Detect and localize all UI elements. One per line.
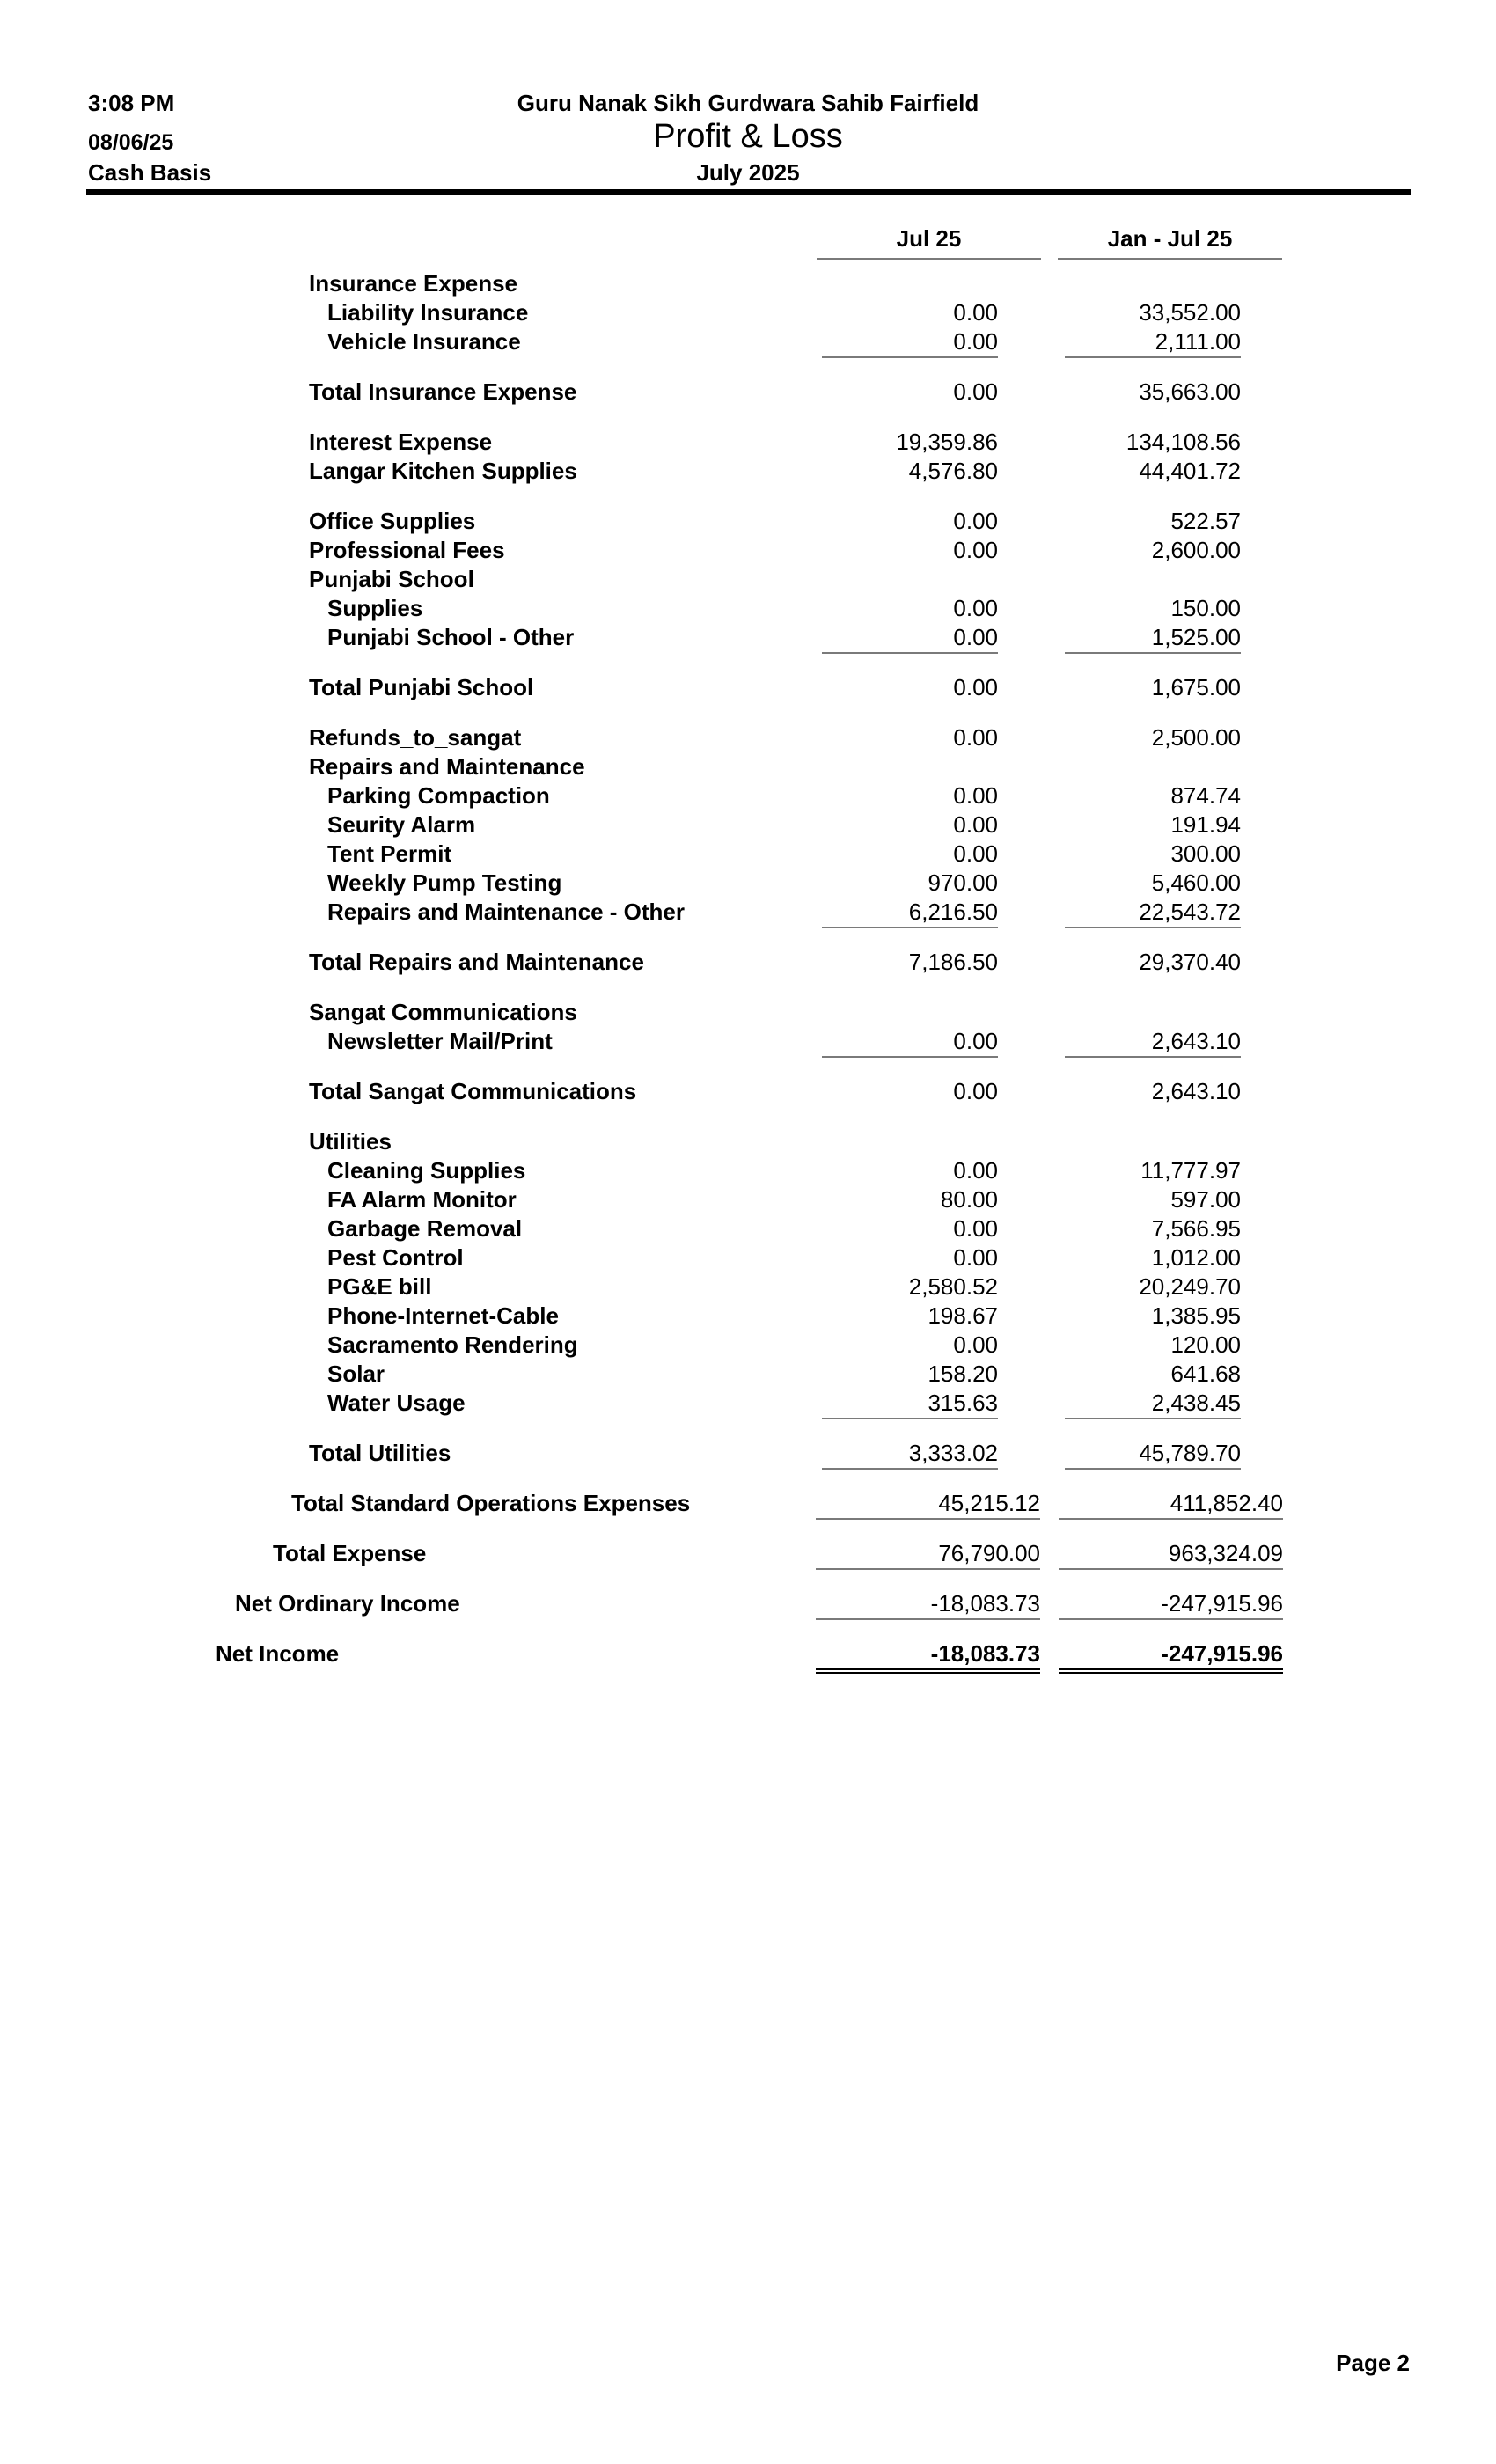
row-label: Sangat Communications xyxy=(309,999,577,1025)
report-period: July 2025 xyxy=(696,159,800,186)
row-label: Solar xyxy=(327,1360,385,1387)
row-label: Total Repairs and Maintenance xyxy=(309,949,644,975)
report-basis: Cash Basis xyxy=(88,159,212,186)
value-ytd: 2,600.00 xyxy=(1151,537,1241,563)
column-header-ytd: Jan - Jul 25 xyxy=(1058,225,1282,260)
row-label: Parking Compaction xyxy=(327,782,550,809)
row-label: Refunds_to_sangat xyxy=(309,724,522,751)
report-row xyxy=(0,1027,1496,1056)
row-label: Net Income xyxy=(216,1640,340,1667)
value-ytd: 7,566.95 xyxy=(1151,1215,1241,1242)
report-row xyxy=(0,1243,1496,1272)
report-row xyxy=(0,1331,1496,1360)
value-ytd: 641.68 xyxy=(1170,1360,1241,1387)
value-jul: 0.00 xyxy=(953,811,998,838)
row-label: Total Utilities xyxy=(309,1440,451,1466)
value-ytd: 597.00 xyxy=(1170,1186,1241,1213)
value-jul: 158.20 xyxy=(928,1360,998,1387)
value-jul: 80.00 xyxy=(940,1186,998,1213)
value-ytd: 522.57 xyxy=(1170,508,1241,534)
value-ytd: 11,777.97 xyxy=(1140,1157,1241,1184)
value-ytd: 411,852.40 xyxy=(1059,1489,1283,1520)
value-jul: 45,215.12 xyxy=(816,1489,1040,1520)
report-row xyxy=(0,1302,1496,1331)
value-jul: -18,083.73 xyxy=(816,1589,1040,1620)
value-jul: 0.00 xyxy=(953,508,998,534)
row-label: Liability Insurance xyxy=(327,299,529,326)
value-ytd: 134,108.56 xyxy=(1126,429,1241,455)
report-row xyxy=(0,1077,1496,1106)
row-label: Repairs and Maintenance - Other xyxy=(327,898,685,925)
value-jul: 0.00 xyxy=(822,327,998,358)
row-label: FA Alarm Monitor xyxy=(327,1186,517,1213)
value-ytd: 2,643.10 xyxy=(1065,1027,1241,1058)
report-row xyxy=(0,869,1496,898)
report-row xyxy=(0,998,1496,1027)
row-label: Tent Permit xyxy=(327,840,452,867)
report-row xyxy=(0,298,1496,327)
report-row xyxy=(0,1185,1496,1214)
report-title: Profit & Loss xyxy=(653,118,843,155)
report-row xyxy=(0,810,1496,840)
report-time: 3:08 PM xyxy=(88,90,175,116)
value-ytd: 20,249.70 xyxy=(1139,1273,1241,1300)
value-ytd: 1,675.00 xyxy=(1151,674,1241,700)
report-row xyxy=(0,840,1496,869)
row-label: Professional Fees xyxy=(309,537,505,563)
value-jul: 0.00 xyxy=(953,537,998,563)
row-label: Utilities xyxy=(309,1128,392,1155)
value-jul: 315.63 xyxy=(822,1389,998,1419)
row-label: Interest Expense xyxy=(309,429,493,455)
value-ytd: 191.94 xyxy=(1170,811,1241,838)
value-jul: 0.00 xyxy=(953,378,998,405)
value-ytd: -247,915.96 xyxy=(1059,1639,1283,1674)
value-ytd: -247,915.96 xyxy=(1059,1589,1283,1620)
report-row xyxy=(0,1389,1496,1418)
row-label: Insurance Expense xyxy=(309,270,517,297)
value-jul: 76,790.00 xyxy=(816,1539,1040,1570)
value-jul: 3,333.02 xyxy=(822,1439,998,1470)
header-rule xyxy=(86,189,1411,195)
row-label: Net Ordinary Income xyxy=(235,1590,460,1617)
value-jul: 2,580.52 xyxy=(908,1273,998,1300)
report-row xyxy=(0,781,1496,810)
row-label: Total Expense xyxy=(273,1540,427,1566)
report-row xyxy=(0,1489,1496,1518)
value-ytd: 44,401.72 xyxy=(1139,458,1241,484)
report-row xyxy=(0,948,1496,977)
value-ytd: 2,500.00 xyxy=(1151,724,1241,751)
report-row xyxy=(0,623,1496,652)
report-row xyxy=(0,1127,1496,1156)
row-label: Vehicle Insurance xyxy=(327,328,521,355)
report-row xyxy=(0,269,1496,298)
report-row xyxy=(0,1439,1496,1468)
value-ytd: 33,552.00 xyxy=(1139,299,1241,326)
value-jul: 970.00 xyxy=(928,869,998,896)
value-jul: 0.00 xyxy=(953,1078,998,1104)
column-header-jul: Jul 25 xyxy=(817,225,1041,260)
value-jul: 0.00 xyxy=(953,674,998,700)
report-row xyxy=(0,378,1496,407)
page-number: Page 2 xyxy=(1336,2350,1410,2376)
report-row xyxy=(0,565,1496,594)
value-ytd: 1,525.00 xyxy=(1065,623,1241,654)
report-row xyxy=(0,1589,1496,1618)
row-label: Phone-Internet-Cable xyxy=(327,1302,559,1329)
value-jul: 0.00 xyxy=(822,623,998,654)
row-label: Punjabi School xyxy=(309,566,474,592)
report-row xyxy=(0,752,1496,781)
row-label: Newsletter Mail/Print xyxy=(327,1028,553,1054)
row-label: Sacramento Rendering xyxy=(327,1331,578,1358)
value-jul: 0.00 xyxy=(953,1331,998,1358)
row-label: Office Supplies xyxy=(309,508,476,534)
report-row xyxy=(0,536,1496,565)
value-jul: 7,186.50 xyxy=(908,949,998,975)
value-ytd: 22,543.72 xyxy=(1065,898,1241,928)
report-row xyxy=(0,1539,1496,1568)
report-row xyxy=(0,594,1496,623)
value-ytd: 1,385.95 xyxy=(1151,1302,1241,1329)
value-ytd: 874.74 xyxy=(1170,782,1241,809)
value-ytd: 2,438.45 xyxy=(1065,1389,1241,1419)
value-jul: 19,359.86 xyxy=(896,429,998,455)
report-row xyxy=(0,1156,1496,1185)
value-ytd: 2,111.00 xyxy=(1065,327,1241,358)
value-ytd: 963,324.09 xyxy=(1059,1539,1283,1570)
report-row xyxy=(0,1272,1496,1302)
row-label: Seurity Alarm xyxy=(327,811,476,838)
value-ytd: 2,643.10 xyxy=(1151,1078,1241,1104)
value-jul: 0.00 xyxy=(953,724,998,751)
row-label: Total Insurance Expense xyxy=(309,378,577,405)
row-label: Total Standard Operations Expenses xyxy=(291,1490,691,1516)
report-row xyxy=(0,723,1496,752)
value-jul: 198.67 xyxy=(928,1302,998,1329)
report-row xyxy=(0,457,1496,486)
value-jul: 0.00 xyxy=(953,782,998,809)
value-jul: 0.00 xyxy=(953,840,998,867)
report-date: 08/06/25 xyxy=(88,130,174,155)
value-ytd: 35,663.00 xyxy=(1139,378,1241,405)
value-ytd: 5,460.00 xyxy=(1151,869,1241,896)
row-label: Weekly Pump Testing xyxy=(327,869,562,896)
report-row xyxy=(0,898,1496,927)
value-jul: 0.00 xyxy=(953,1244,998,1271)
row-label: Pest Control xyxy=(327,1244,464,1271)
report-row xyxy=(0,507,1496,536)
value-ytd: 150.00 xyxy=(1170,595,1241,621)
row-label: Water Usage xyxy=(327,1390,466,1416)
value-jul: 0.00 xyxy=(953,595,998,621)
value-jul: 0.00 xyxy=(953,299,998,326)
row-label: Repairs and Maintenance xyxy=(309,753,585,780)
row-label: Total Sangat Communications xyxy=(309,1078,637,1104)
value-jul: 6,216.50 xyxy=(822,898,998,928)
organization-name: Guru Nanak Sikh Gurdwara Sahib Fairfield xyxy=(517,90,979,116)
report-row xyxy=(0,1214,1496,1243)
row-label: Garbage Removal xyxy=(327,1215,523,1242)
report-row xyxy=(0,673,1496,702)
report-row xyxy=(0,1360,1496,1389)
value-jul: 0.00 xyxy=(953,1157,998,1184)
report-row xyxy=(0,327,1496,356)
row-label: PG&E bill xyxy=(327,1273,432,1300)
report-row xyxy=(0,1639,1496,1668)
value-ytd: 1,012.00 xyxy=(1151,1244,1241,1271)
report-row xyxy=(0,428,1496,457)
value-jul: 0.00 xyxy=(953,1215,998,1242)
value-jul: 0.00 xyxy=(822,1027,998,1058)
value-ytd: 29,370.40 xyxy=(1139,949,1241,975)
row-label: Cleaning Supplies xyxy=(327,1157,526,1184)
value-jul: -18,083.73 xyxy=(816,1639,1040,1674)
row-label: Total Punjabi School xyxy=(309,674,534,700)
row-label: Langar Kitchen Supplies xyxy=(309,458,577,484)
value-ytd: 120.00 xyxy=(1170,1331,1241,1358)
value-jul: 4,576.80 xyxy=(908,458,998,484)
value-ytd: 45,789.70 xyxy=(1065,1439,1241,1470)
row-label: Supplies xyxy=(327,595,423,621)
row-label: Punjabi School - Other xyxy=(327,624,575,650)
value-ytd: 300.00 xyxy=(1170,840,1241,867)
